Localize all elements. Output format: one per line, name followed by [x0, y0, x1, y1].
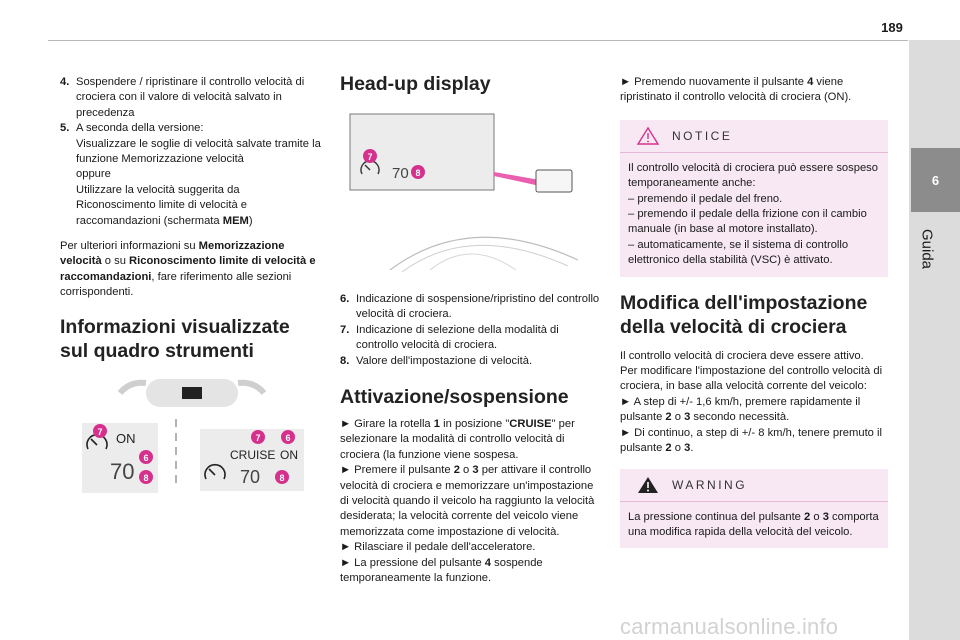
list-number: 7.	[340, 323, 350, 336]
column-right	[620, 75, 888, 548]
callout-7-label: 7	[255, 432, 261, 443]
set-speed: 70	[110, 458, 135, 484]
warning-bold: 3	[822, 510, 829, 523]
cluster-left-arc	[120, 382, 146, 392]
warning-box	[620, 469, 888, 549]
step-text: ► Di continuo, a step di +/- 8 km/h, tenere premuto il pulsante	[620, 426, 882, 455]
section-heading: Attivazione/sospensione	[340, 386, 569, 409]
warning-icon	[636, 475, 660, 495]
step-bold: 4	[807, 76, 814, 88]
step-text: ► Girare la rotella	[340, 418, 434, 431]
step-bold: 2	[665, 411, 672, 424]
step-text: .	[690, 442, 694, 455]
step	[340, 463, 602, 540]
callout-8-label: 8	[279, 472, 285, 483]
para-bold: Riconoscimento limite di velocità e raccomandazioni	[60, 255, 316, 283]
list-item	[340, 323, 602, 354]
step	[620, 75, 888, 106]
warning-part: o	[810, 510, 823, 523]
callout-8-label: 8	[143, 472, 149, 483]
list-item	[60, 75, 322, 121]
column-left	[60, 75, 322, 505]
item5-line2: Visualizzare le soglie di velocità salvate tramite la funzione Memorizzazione velocità	[76, 137, 321, 166]
item5-line1: A seconda della versione:	[76, 122, 204, 135]
step	[340, 556, 602, 587]
on-label: ON	[280, 447, 298, 462]
step-text: per attivare il controllo velocità di crociera e memorizzare un'impostazione di velocità quando il veicolo ha raggiunto la velocità desiderata; la velocità corrente del veicolo viene memorizzata come impostazione di velocità.	[340, 464, 595, 538]
section-heading: Modifica dell'impostazione della velocità di crociera	[620, 291, 868, 338]
watermark: carmanualsonline.info	[620, 614, 839, 639]
step-text: ► Premere il pulsante	[340, 464, 454, 477]
item5-line3: oppure	[76, 168, 111, 181]
item5-line4-end: )	[248, 214, 253, 227]
list-number: 5.	[60, 122, 70, 135]
chapter-label: Guida	[918, 228, 936, 270]
notice-line: – premendo il pedale della frizione con il cambio manuale (in base al motore installato).	[628, 208, 867, 236]
callout-7-label: 7	[97, 426, 103, 437]
paragraph: Il controllo velocità di crociera deve essere attivo.	[620, 349, 864, 362]
cruise-label: CRUISE	[230, 447, 276, 462]
cluster-right-arc	[238, 382, 264, 392]
steering-hint	[430, 254, 516, 270]
step-bold: 3	[684, 442, 691, 455]
callout-6-label: 6	[285, 432, 291, 443]
cluster-figure	[60, 375, 322, 505]
step-bold: 2	[665, 442, 672, 455]
column-middle	[340, 72, 602, 587]
item5-line4: Utilizzare la velocità suggerita da Riconoscimento limite di velocità e raccomandazioni (schermata	[76, 183, 247, 227]
list-text: Indicazione di sospensione/ripristino del controllo velocità di crociera.	[356, 293, 600, 321]
warning-part: comporta una modifica rapida della velocità del veicolo.	[628, 510, 879, 538]
warning-header	[620, 469, 888, 502]
step-bold: 1	[433, 418, 441, 431]
warning-label: WARNING	[672, 477, 748, 492]
notice-body	[620, 153, 888, 269]
notice-box	[620, 120, 888, 277]
step-bold: 3	[472, 464, 479, 477]
step-bold: 3	[684, 411, 691, 424]
step	[620, 395, 888, 426]
step	[620, 426, 888, 457]
set-speed: 70	[240, 466, 261, 487]
para-text: , fare riferimento alle sezioni corrispondenti.	[60, 270, 292, 299]
step-text: " per selezionare la modalità di controllo velocità di crociera (la funzione viene sospesa.	[340, 418, 575, 461]
chapter-strip	[909, 40, 960, 640]
warning-body	[620, 502, 888, 541]
step-bold: 2	[453, 464, 460, 477]
list-number: 6.	[340, 293, 350, 305]
header-rule	[48, 40, 908, 41]
warning-bold: 2	[804, 510, 811, 523]
list-item	[340, 354, 602, 369]
page-number: 189	[881, 20, 903, 35]
step-text: o	[671, 442, 685, 455]
notice-line: – automaticamente, se il sistema di controllo elettronico della stabilità (VSC) è attivato.	[628, 238, 849, 267]
step-text: o	[459, 464, 473, 477]
warning-part: La pressione continua del pulsante	[628, 510, 805, 523]
paragraph: Per modificare l'impostazione del controllo velocità di crociera, in base alla velocità corrente del veicolo:	[620, 365, 883, 393]
list-number: 4.	[60, 76, 70, 88]
reference-paragraph	[60, 239, 322, 301]
step-text: ► Rilasciare il pedale dell'acceleratore.	[340, 541, 536, 554]
hud-combiner	[536, 170, 572, 192]
list-text	[76, 121, 322, 229]
chapter-tab[interactable]: 6	[911, 148, 960, 212]
step-bold: CRUISE	[509, 418, 552, 431]
step-text: ► Premendo nuovamente il pulsante	[620, 76, 808, 88]
dashboard-outline	[390, 237, 578, 270]
list-text: Valore dell'impostazione di velocità.	[356, 354, 533, 367]
list-text: Indicazione di selezione della modalità di controllo velocità di crociera.	[356, 323, 559, 352]
list-number: 8.	[340, 354, 350, 367]
callout-6-label: 6	[143, 452, 149, 463]
list-item	[340, 292, 602, 323]
step-text: ► La pressione del pulsante	[340, 556, 485, 569]
list-text: Sospendere / ripristinare il controllo velocità di crociera con il valore di velocità salvato in precedenza	[76, 76, 305, 119]
hud-speed: 70	[392, 165, 409, 182]
notice-label: NOTICE	[672, 128, 733, 143]
notice-line: – premendo il pedale del freno.	[628, 192, 783, 205]
step-text: o	[671, 411, 685, 424]
list-item	[60, 121, 322, 229]
notice-header	[620, 120, 888, 153]
hud-figure	[340, 110, 602, 280]
mem-label: MEM	[222, 214, 249, 227]
step-text: ► A step di +/- 1,6 km/h, premere rapidamente il pulsante	[620, 395, 861, 424]
step-bold: 4	[484, 556, 492, 569]
on-label: ON	[116, 430, 136, 446]
notice-icon	[636, 126, 660, 146]
section-heading: Informazioni visualizzate sul quadro strumenti	[60, 315, 290, 362]
section-heading: Head-up display	[340, 73, 491, 95]
step	[340, 540, 602, 555]
callout-8-label: 8	[415, 168, 421, 178]
step	[340, 417, 602, 463]
step-text: in posizione "	[440, 418, 510, 431]
step-text: secondo necessità.	[690, 411, 790, 424]
para-text: o su	[101, 255, 130, 268]
para-text: Per ulteriori informazioni su	[60, 240, 199, 253]
pointer-ray	[494, 172, 540, 186]
step-text: viene ripristinato il controllo velocità di crociera (ON).	[620, 76, 852, 104]
warning-text	[628, 510, 880, 541]
para-bold: Memorizzazione velocità	[60, 240, 285, 268]
notice-line: Il controllo velocità di crociera può essere sospeso temporaneamente anche:	[628, 161, 878, 190]
callout-7-label: 7	[367, 152, 373, 162]
step-text: sospende temporaneamente la funzione.	[340, 556, 543, 585]
cluster-screen	[182, 387, 202, 399]
